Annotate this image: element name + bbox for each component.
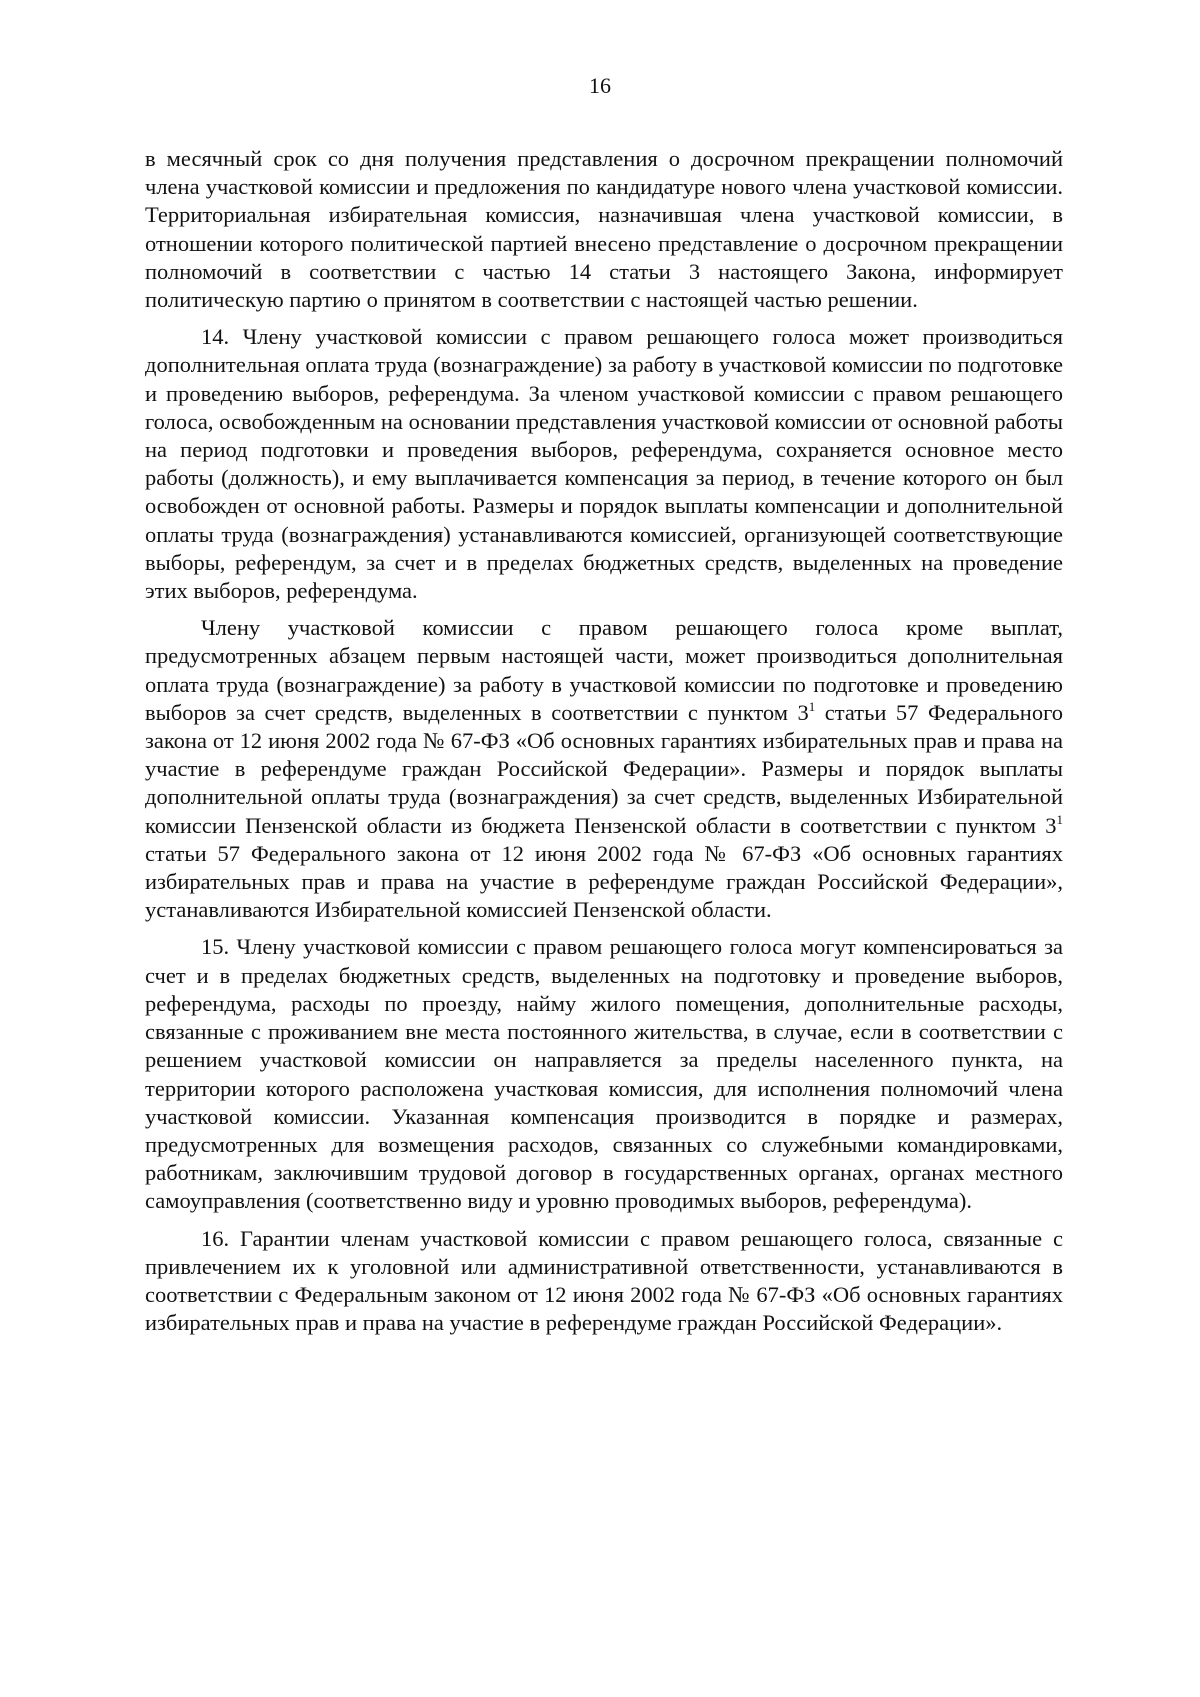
paragraph-text-segment: статьи 57 Федерального закона от 12 июня 2002 года № 67-ФЗ «Об основных гарантиях избирательных прав и права на участие в референдуме граждан Российской Федерации». Размеры и порядок выплаты дополнительной оплаты труда (вознаграждения) за счет средств, выделенных Избирательной комиссии Пензенской области из бюджета Пензенской области в соответствии с пунктом 3	[145, 699, 1063, 838]
superscript-index: 1	[1056, 811, 1063, 827]
paragraph-item-14: 14. Члену участковой комиссии с правом решающего голоса может производиться дополнительная оплата труда (вознаграждение) за работу в участковой комиссии по подготовке и проведению выборов, референдума. За членом участковой комиссии с правом решающего голоса, освобожденным на основании представления участковой комиссии от основной работы на период подготовки и проведения выборов, референдума, сохраняется основное место работы (должность), и ему выплачивается компенсация за период, в течение которого он был освобожден от основной работы. Размеры и порядок выплаты компенсации и дополнительной оплаты труда (вознаграждения) устанавливаются комиссией, организующей соответствующие выборы, референдум, за счет и в пределах бюджетных средств, выделенных на проведение этих выборов, референдума.	[145, 324, 1063, 604]
superscript-index: 1	[808, 698, 816, 714]
paragraph-item-15: 15. Члену участковой комиссии с правом решающего голоса могут компенсироваться за счет и в пределах бюджетных средств, выделенных на подготовку и проведение выборов, референдума, расходы по проезду, найму жилого помещения, дополнительные расходы, связанные с проживанием вне места постоянного жительства, в случае, если в соответствии с решением участковой комиссии он направляется за пределы населенного пункта, на территории которого расположена участковая комиссия, для исполнения полномочий члена участковой комиссии. Указанная компенсация производится в порядке и размерах, предусмотренных для возмещения расходов, связанных со служебными командировками, работникам, заключившим трудовой договор в государственных органах, органах местного самоуправления (соответственно виду и уровню проводимых выборов, референдума).	[145, 934, 1063, 1214]
paragraph-text-segment: статьи 57 Федерального закона от 12 июня 2002 года № 67-ФЗ «Об основных гарантиях избирательных прав и права на участие в референдуме граждан Российской Федерации», устанавливаются Избирательной комиссией Пензенской области.	[145, 840, 1063, 923]
paragraph-item-16: 16. Гарантии членам участковой комиссии с правом решающего голоса, связанные с привлечением их к уголовной или административной ответственности, устанавливаются в соответствии с Федеральным законом от 12 июня 2002 года № 67-ФЗ «Об основных гарантиях избирательных прав и права на участие в референдуме граждан Российской Федерации».	[145, 1225, 1063, 1336]
paragraph-continuation: в месячный срок со дня получения представления о досрочном прекращении полномочий члена участковой комиссии и предложения по кандидатуре нового члена участковой комиссии. Территориальная избирательная комиссия, назначившая члена участковой комиссии, в отношении которого политической партией внесено представление о досрочном прекращении полномочий в соответствии с частью 14 статьи 3 настоящего Закона, информирует политическую партию о принятом в соответствии с настоящей частью решении.	[145, 146, 1063, 313]
paragraph-item-14-second	[145, 614, 1063, 924]
document-body	[145, 145, 1063, 1337]
paragraph-text-segment: Члену участковой комиссии с правом решающего голоса кроме выплат, предусмотренных абзацем первым настоящей части, может производиться дополнительная оплата труда (вознаграждение) за работу в участковой комиссии по подготовке и проведению выборов за счет средств, выделенных в соответствии с пунктом 3	[145, 615, 1063, 725]
page-number: 16	[589, 73, 611, 98]
